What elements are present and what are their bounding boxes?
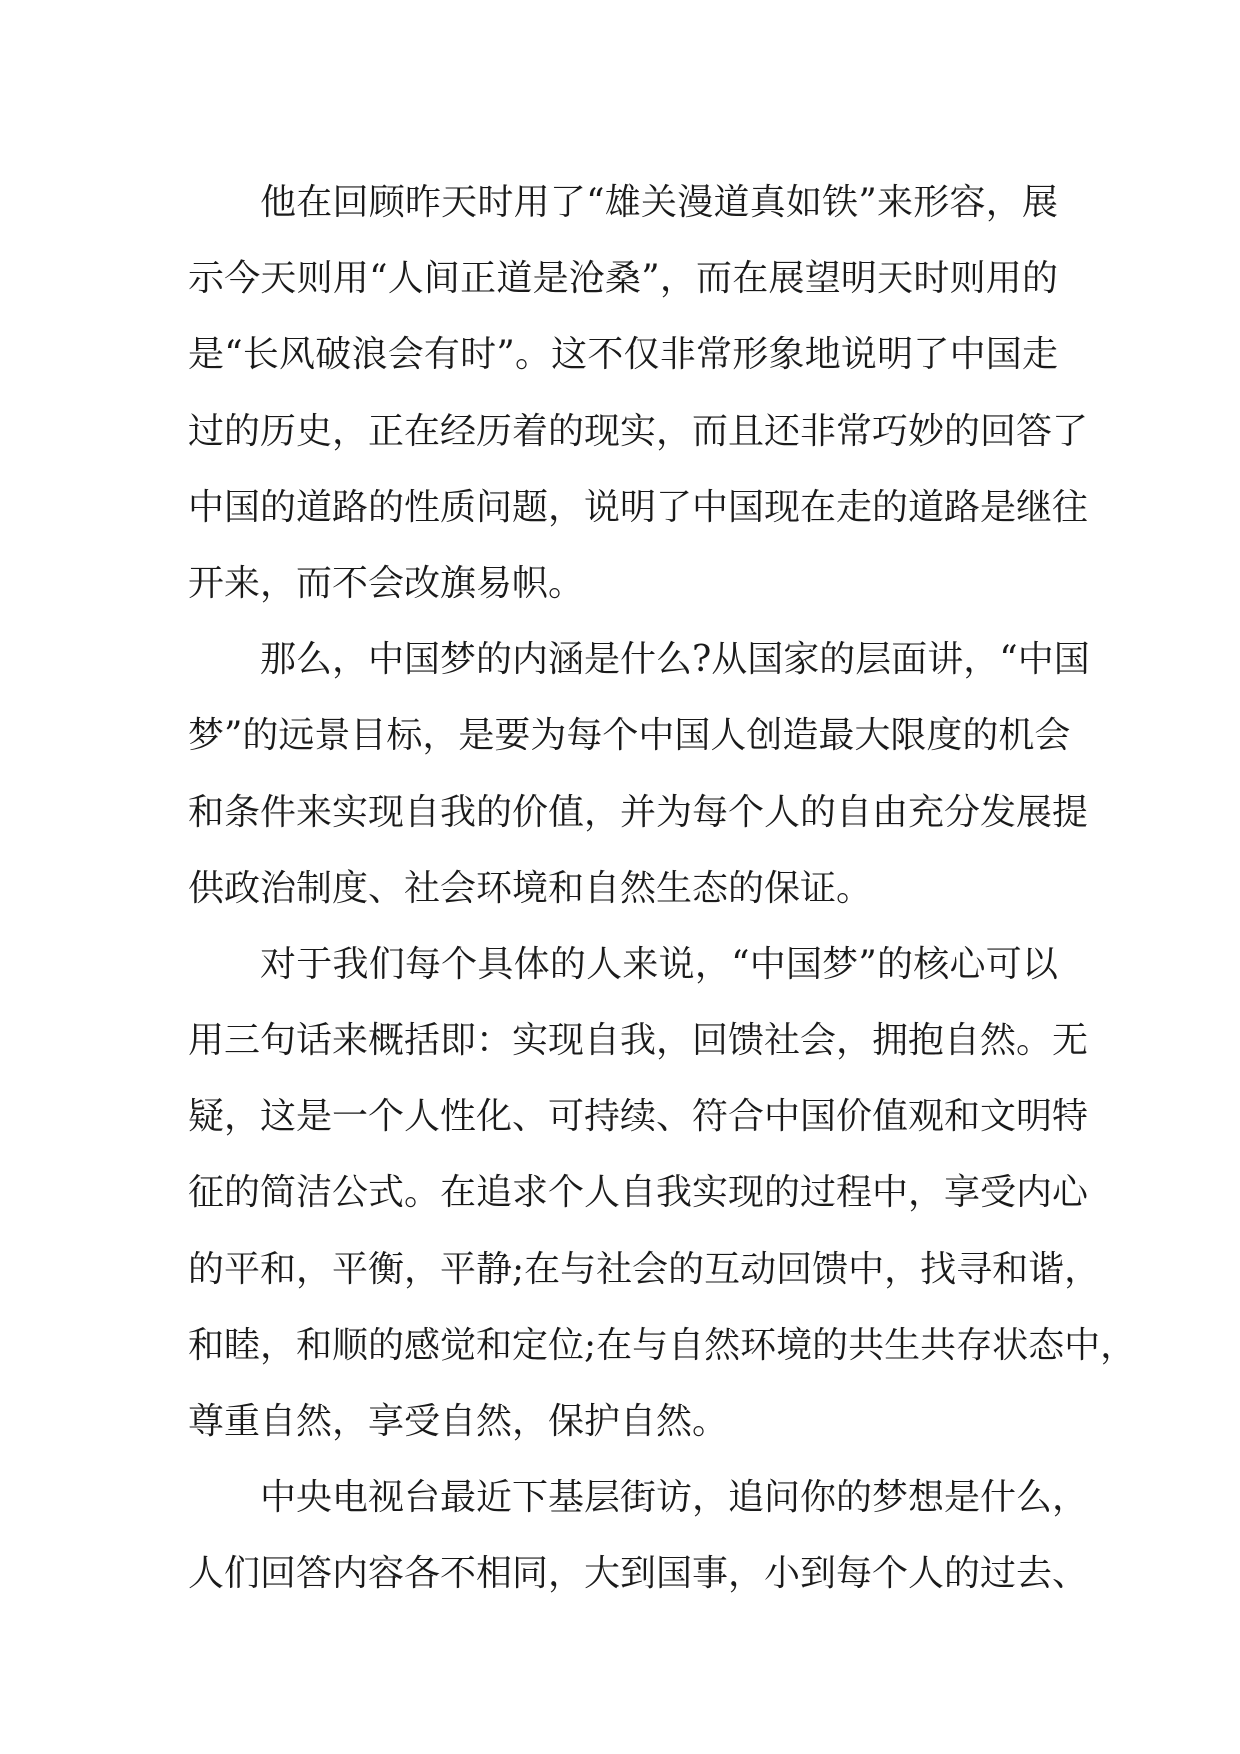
- text-line: 梦”的远景目标，是要为每个中国人创造最大限度的机会: [188, 715, 1071, 757]
- text-line: 中央电视台最近下基层街访，追问你的梦想是什么，: [260, 1477, 1089, 1519]
- text-line: 的平和，平衡，平静;在与社会的互动回馈中，找寻和谐，: [188, 1248, 1101, 1290]
- text-line: 人们回答内容各不相同，大到国事，小到每个人的过去、: [188, 1553, 1089, 1595]
- text-line: 中国的道路的性质问题，说明了中国现在走的道路是继往: [188, 486, 1089, 528]
- text-line: 供政治制度、社会环境和自然生态的保证。: [188, 867, 873, 909]
- text-line: 对于我们每个具体的人来说，“中国梦”的核心可以: [260, 943, 1058, 985]
- text-line: 他在回顾昨天时用了“雄关漫道真如铁”来形容，展: [260, 182, 1058, 223]
- text-line: 疑，这是一个人性化、可持续、符合中国价值观和文明特: [188, 1096, 1089, 1138]
- text-line: 和睦，和顺的感觉和定位;在与自然环境的共生共存状态中，: [188, 1324, 1137, 1366]
- text-line: 征的简洁公式。在追求个人自我实现的过程中，享受内心: [188, 1172, 1089, 1214]
- text-line: 和条件来实现自我的价值，并为每个人的自由充分发展提: [188, 791, 1089, 833]
- document-body: [188, 165, 1137, 1613]
- text-line: 是“长风破浪会有时”。这不仅非常形象地说明了中国走: [188, 334, 1058, 376]
- text-line: 尊重自然，享受自然，保护自然。: [188, 1401, 729, 1442]
- text-line: 过的历史，正在经历着的现实，而且还非常巧妙的回答了: [188, 410, 1089, 452]
- text-line: 开来，而不会改旗易帜。: [188, 562, 585, 604]
- text-line: 示今天则用“人间正道是沧桑”，而在展望明天时则用的: [188, 258, 1058, 300]
- text-line: 那么，中国梦的内涵是什么?从国家的层面讲，“中国: [260, 639, 1090, 681]
- text-line: 用三句话来概括即：实现自我，回馈社会，拥抱自然。无: [188, 1020, 1089, 1062]
